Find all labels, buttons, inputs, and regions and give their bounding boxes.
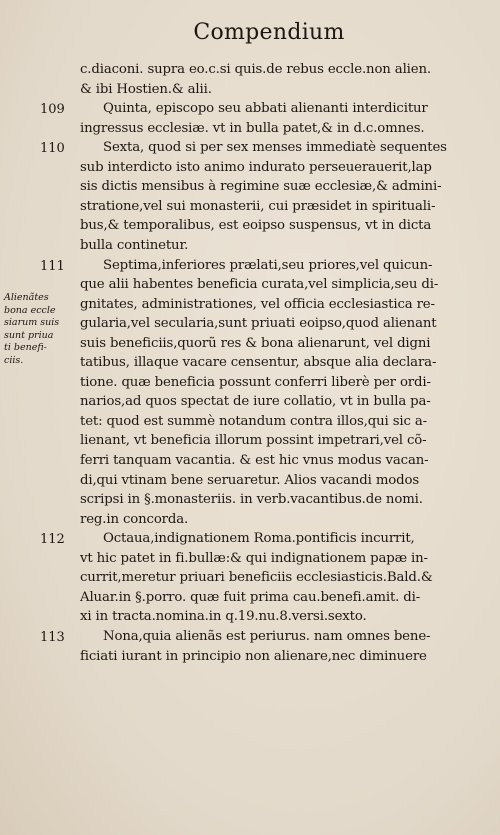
text-line: tione. quæ beneficia possunt conferri liberè per ordi-	[80, 374, 431, 390]
text-line: suis beneficiis,quorũ res & bona alienarunt, vel digni	[80, 335, 431, 351]
text-line: Nona,quia alienãs est periurus. nam omnes bene-	[103, 628, 431, 644]
text-line: tet: quod est summè notandum contra illos,qui sic a-	[80, 413, 427, 429]
text-line: Sexta, quod si per sex menses immediatè sequentes	[103, 140, 447, 156]
marginal-note-line: siarum suis	[4, 317, 60, 328]
text-line: Aluar.in §.porro. quæ fuit prima cau.benefi.amit. di-	[80, 589, 421, 605]
text-line: ingressus ecclesiæ. vt in bulla patet,& in d.c.omnes.	[80, 120, 425, 136]
text-line: narios,ad quos spectat de iure collatio, vt in bulla pa-	[80, 394, 431, 410]
text-line: xi in tracta.nomina.in q.19.nu.8.versi.sexto.	[80, 609, 367, 625]
text-line: que alii habentes beneficia curata,vel simplicia,seu di-	[80, 277, 439, 293]
page-title: Compendium	[193, 20, 345, 45]
text-line: sis dictis mensibus à regimine suæ ecclesiæ,& admini-	[80, 179, 442, 195]
running-header	[0, 20, 500, 45]
text-line: Septima,inferiores prælati,seu priores,vel quicun-	[103, 257, 433, 273]
marginal-note-line: Alienãtes	[4, 292, 49, 303]
text-line: & ibi Hostien.& alii.	[80, 81, 212, 97]
paragraph-number: 113	[40, 629, 65, 645]
text-line: gularia,vel secularia,sunt priuati eoipso,quod alienant	[80, 316, 437, 332]
text-line: vt hic patet in fi.bullæ:& qui indignationem papæ in-	[80, 550, 428, 566]
text-line: Quinta, episcopo seu abbati alienanti interdicitur	[103, 101, 428, 117]
text-line: Octaua,indignationem Roma.pontificis incurrit,	[103, 531, 415, 547]
marginal-note	[4, 292, 74, 367]
marginal-note-line: ciis.	[4, 354, 24, 366]
text-line: c.diaconi. supra eo.c.si quis.de rebus eccle.non alien.	[80, 62, 431, 77]
marginal-note-line: bona eccle	[4, 304, 56, 316]
text-line: reg.in concorda.	[80, 511, 189, 527]
paragraph-number: 110	[40, 141, 65, 157]
text-line: sub interdicto isto animo indurato perseuerauerit,lap	[80, 159, 432, 175]
text-line: bulla continetur.	[80, 237, 189, 253]
text-line: ficiati iurant in principio non alienare,nec diminuere	[80, 648, 427, 664]
text-line: lienant, vt beneficia illorum possint impetrari,vel cõ-	[80, 433, 427, 449]
marginal-note-line: sunt priua	[4, 329, 54, 341]
text-line: stratione,vel sui monasterii, cui præsidet in spirituali-	[80, 198, 436, 214]
text-line: di,qui vtinam bene seruaretur. Alios vacandi modos	[80, 472, 420, 488]
text-line: currit,meretur priuari beneficiis ecclesiasticis.Bald.&	[80, 570, 433, 586]
paragraph-number: 111	[40, 258, 65, 274]
paragraph-number: 109	[40, 102, 65, 118]
text-line: bus,& temporalibus, est eoipso suspensus, vt in dicta	[80, 218, 432, 234]
text-line: scripsi in §.monasteriis. in verb.vacantibus.de nomi.	[80, 492, 423, 508]
text-line: gnitates, administrationes, vel officia ecclesiastica re-	[80, 296, 435, 312]
marginal-note-line: ti benefi-	[4, 342, 47, 353]
text-line: ferri tanquam vacantia. & est hic vnus modus vacan-	[80, 453, 429, 468]
paragraph-number: 112	[40, 532, 65, 548]
text-line: tatibus, illaque vacare censentur, absque alia declara-	[80, 355, 437, 371]
